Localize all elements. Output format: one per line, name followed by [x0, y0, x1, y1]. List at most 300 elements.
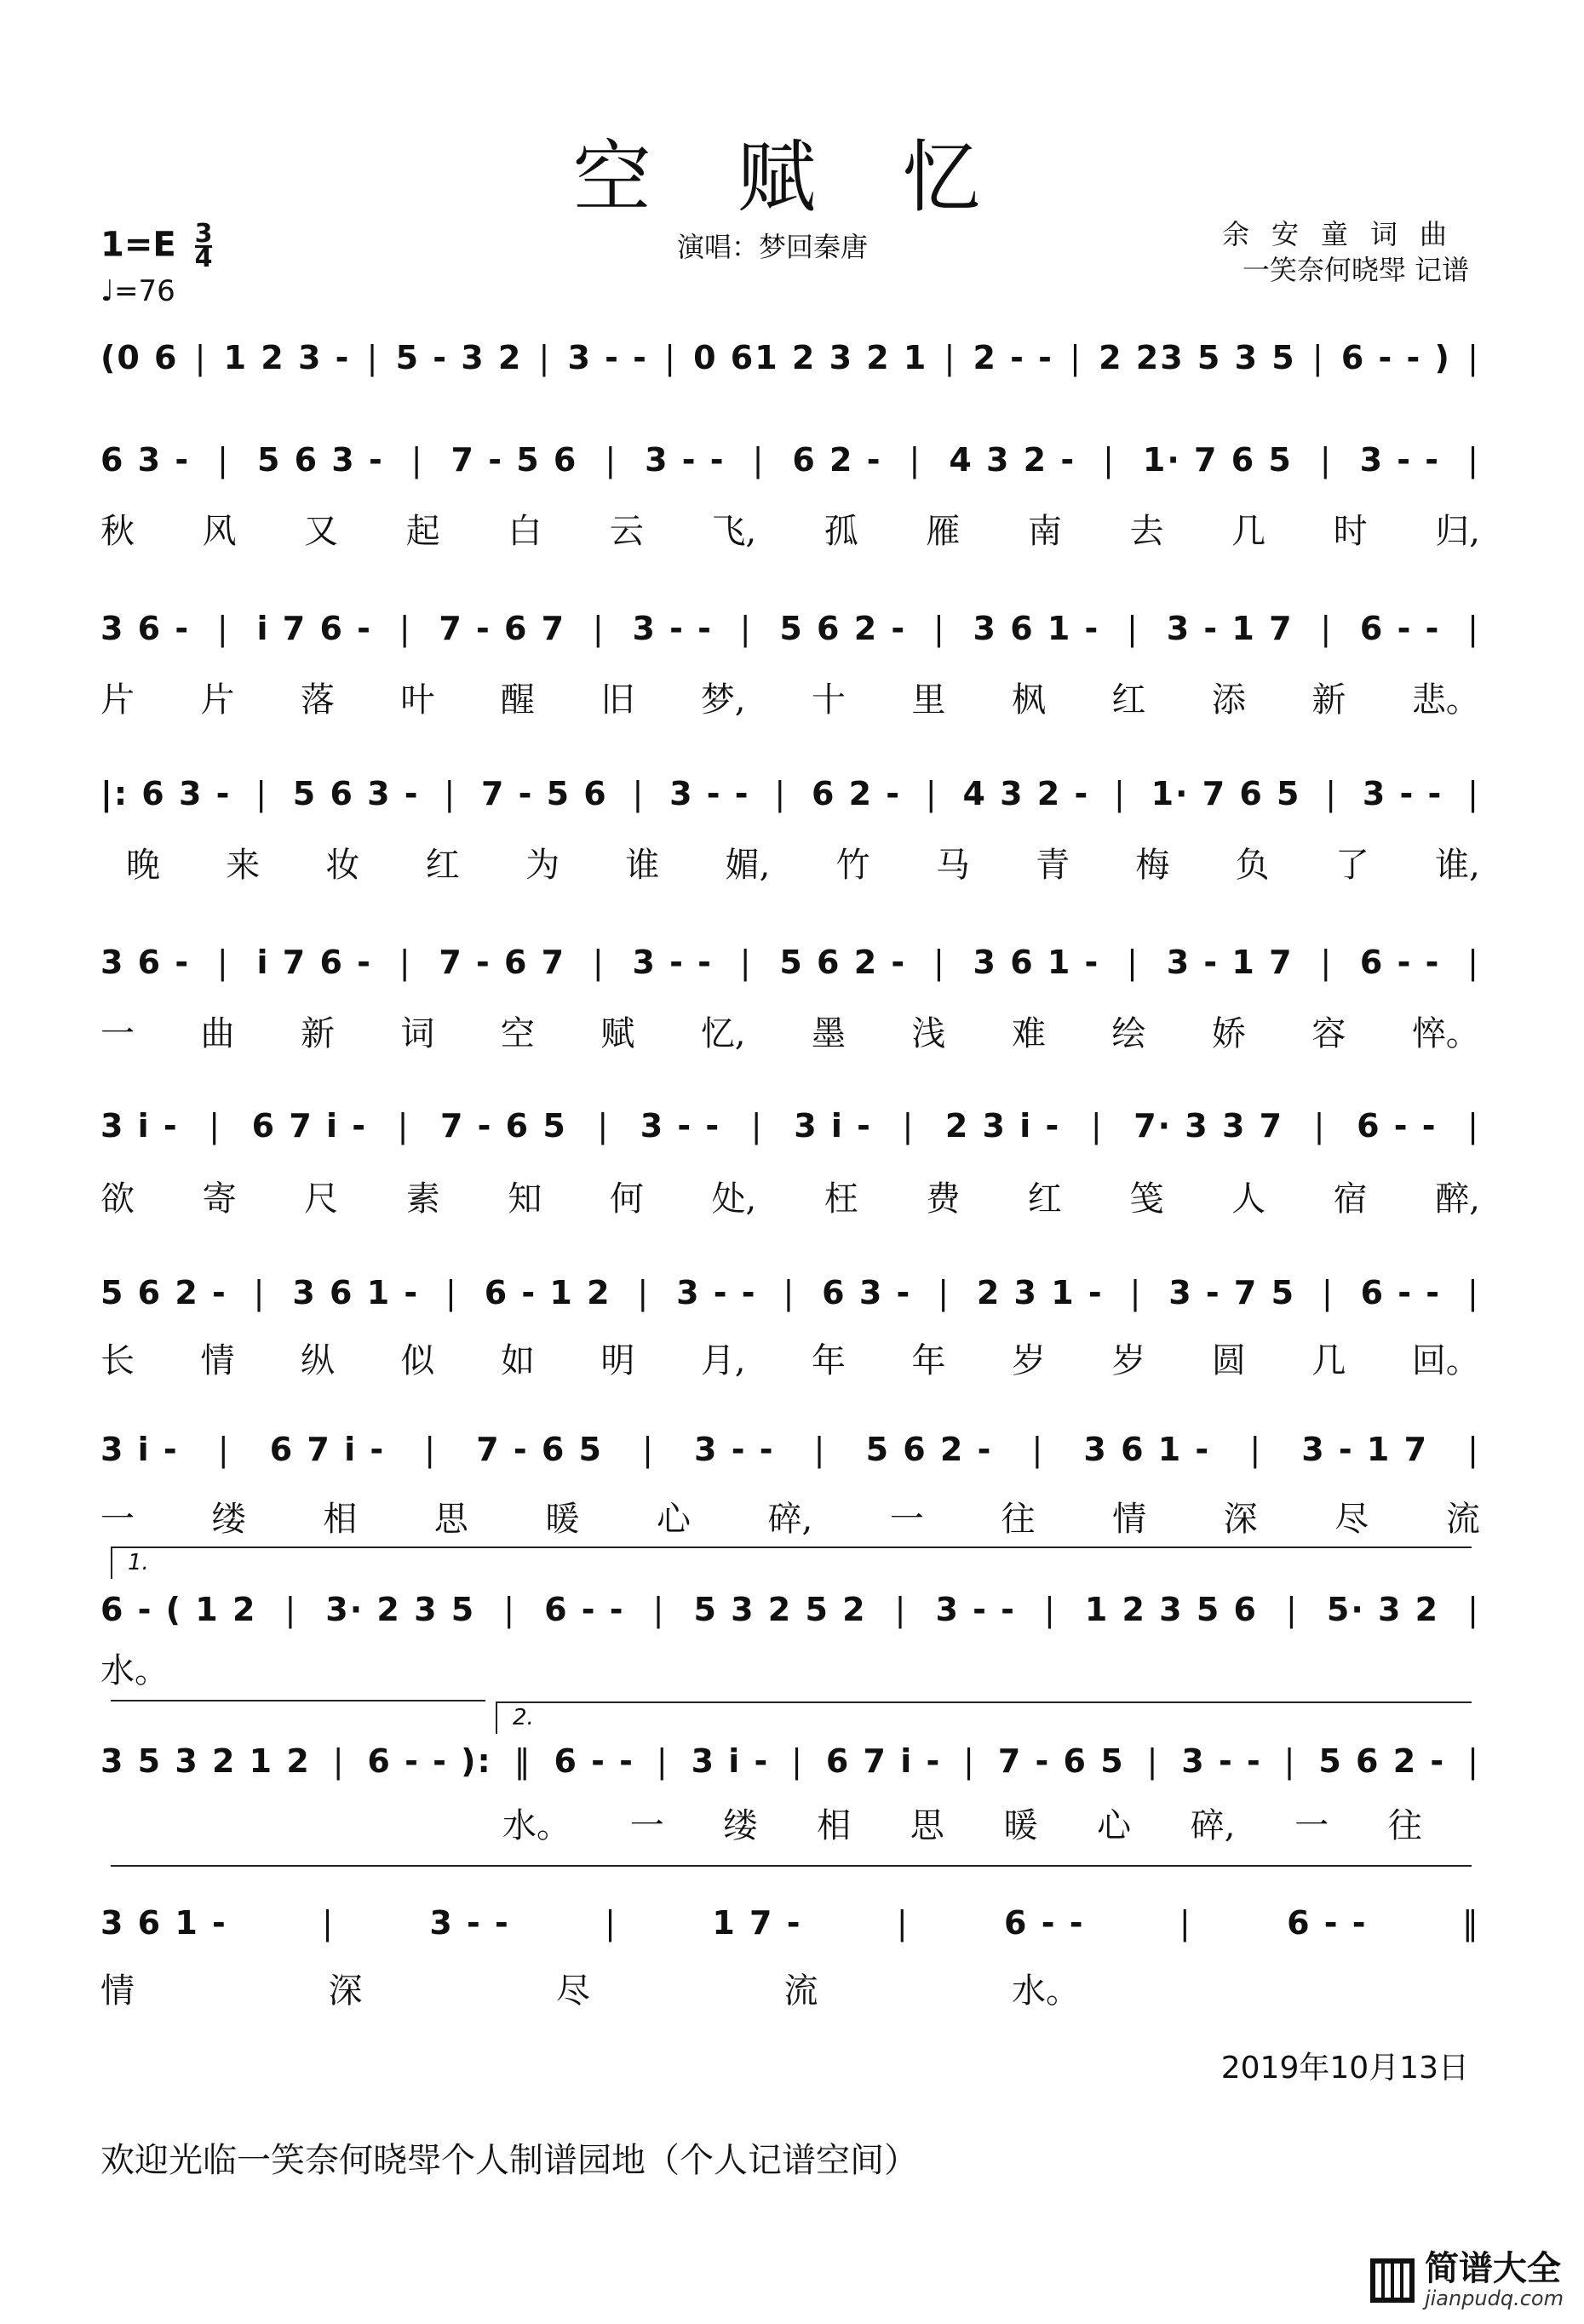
barline: | — [1313, 1107, 1327, 1145]
note-group: 3 - 1 7 — [1166, 944, 1294, 981]
barline: | — [1286, 1591, 1299, 1628]
barline: | — [909, 441, 922, 479]
barline: | — [366, 339, 380, 376]
lyric-char: 思 — [910, 1806, 944, 1845]
lyric-char: 晚 — [126, 846, 160, 885]
note-group: 7· 3 3 7 — [1133, 1107, 1284, 1145]
lyric-char: 年 — [911, 1341, 946, 1380]
lyric-char: 谁 — [625, 846, 660, 885]
barline: | — [925, 775, 938, 812]
lyric-char: 欲 — [100, 1179, 135, 1219]
lyrics-row-2 — [100, 504, 1480, 553]
barline: | — [1467, 441, 1480, 479]
lyric-char: 青 — [1036, 846, 1070, 885]
lyric-char: 水。 — [1012, 1971, 1080, 2011]
barline: | — [739, 610, 753, 647]
lyric-char: 圆 — [1211, 1341, 1246, 1380]
barline: | — [216, 610, 230, 647]
logo-url: jianpudq.com — [1424, 2287, 1564, 2310]
note-group: 1· 7 6 5 — [1142, 441, 1293, 479]
note-group: 3 6 - — [100, 610, 191, 647]
lyric-char: 醉, — [1435, 1179, 1480, 1219]
lyric-char: 曲 — [200, 1014, 235, 1053]
lyric-char: 缕 — [723, 1806, 758, 1845]
lyric-char: 了 — [1334, 846, 1369, 885]
barline: | — [1114, 775, 1127, 812]
note-group: 3 6 1 - — [1083, 1431, 1211, 1468]
note-group: 3 6 1 - — [292, 1274, 420, 1311]
note-group: 5 6 2 - — [100, 1274, 227, 1311]
barline: | — [444, 775, 457, 812]
barline: | — [217, 441, 230, 479]
note-group: i 7 6 - — [256, 610, 372, 647]
barline: | — [1031, 1431, 1045, 1468]
lyric-char: 时 — [1333, 512, 1368, 551]
note-group: 3 - - — [1181, 1742, 1262, 1780]
lyric-char: 素 — [405, 1179, 440, 1219]
lyric-char: 一 — [889, 1500, 924, 1539]
time-sig-bottom: 4 — [194, 244, 213, 273]
lyrics-row-4 — [100, 838, 1480, 887]
lyric-char: 妆 — [325, 846, 360, 885]
barline: | — [217, 1431, 231, 1468]
lyric-char: 一 — [629, 1806, 664, 1845]
lyric-char: 如 — [500, 1341, 535, 1380]
barline: | — [896, 1904, 910, 1942]
lyric-char: 尽 — [1334, 1500, 1369, 1539]
barline: | — [813, 1431, 827, 1468]
barline: | — [209, 1107, 222, 1145]
barline: | — [1467, 1591, 1480, 1628]
note-group: 5 6 3 - — [256, 441, 384, 479]
barline: | — [902, 1107, 915, 1145]
lyric-char: 云 — [609, 512, 644, 551]
note-group: 3 6 - — [100, 944, 191, 981]
volta-2-bracket — [496, 1701, 1472, 1703]
barline: | — [255, 775, 269, 812]
lyric-char: 片 — [200, 680, 235, 720]
note-group: 5 - 3 2 — [395, 339, 523, 376]
barline: | — [632, 775, 646, 812]
lyric-char: 悲。 — [1411, 680, 1480, 720]
barline: | — [397, 1107, 410, 1145]
note-group: 3 6 1 - — [973, 944, 1100, 981]
note-group: 3 - - — [632, 610, 713, 647]
lyric-char: 梅 — [1135, 846, 1170, 885]
barline: | — [605, 1904, 617, 1942]
note-group: 6 3 - — [100, 441, 191, 479]
barline: | — [1467, 944, 1480, 981]
note-group: 4 3 2 - — [962, 775, 1090, 812]
lyrics-row-3 — [100, 673, 1480, 721]
note-group: 6 7 i - — [251, 1107, 368, 1145]
lyric-char: 知 — [508, 1179, 542, 1219]
barline: | — [1127, 944, 1139, 981]
barline: | — [592, 610, 605, 647]
note-group: 3 5 3 2 1 2 — [100, 1742, 311, 1780]
lyric-char: 新 — [300, 1014, 335, 1053]
barline: | — [1467, 1107, 1480, 1145]
lyric-char: 竹 — [835, 846, 870, 885]
note-group: 3 - - — [1359, 441, 1441, 479]
logo-title: 简谱大全 — [1424, 2249, 1561, 2288]
barline: | — [194, 339, 208, 376]
composer-credit: 余安童词曲 — [1221, 218, 1469, 250]
barline: | — [1320, 944, 1334, 981]
note-group: 3 - 1 7 — [1301, 1431, 1429, 1468]
lyric-char: 流 — [783, 1971, 818, 2011]
lyric-char: 情 — [100, 1971, 135, 2011]
note-group: 6 - 1 2 — [484, 1274, 611, 1311]
volta-2-mark — [496, 1701, 497, 1734]
note-group: 3 i - — [691, 1742, 770, 1780]
barline: | — [637, 1274, 651, 1311]
barline: | — [1146, 1742, 1160, 1780]
lyric-char: 梦, — [700, 680, 746, 720]
note-group: 6 7 i - — [269, 1431, 386, 1468]
volta-1-end-bracket — [111, 1700, 485, 1701]
note-group: 5 6 2 - — [865, 1431, 993, 1468]
barline: | — [652, 1591, 666, 1628]
lyric-char: 深 — [328, 1971, 363, 2011]
score-row-7 — [100, 1274, 1480, 1311]
score-date: 2019年10月13日 — [1220, 2051, 1469, 2086]
lyric-char: 空 — [500, 1014, 535, 1053]
lyric-char: 白 — [508, 512, 542, 551]
lyric-char: 相 — [817, 1806, 852, 1845]
note-group: 6 - - — [554, 1742, 634, 1780]
note-group: 7 - 6 5 — [440, 1107, 567, 1145]
lyric-char: 忆, — [700, 1014, 746, 1053]
barline: | — [1043, 1591, 1057, 1628]
lyric-char: 墨 — [812, 1014, 846, 1053]
lyric-char: 纵 — [300, 1341, 335, 1380]
lyric-char: 往 — [1001, 1500, 1036, 1539]
barline: | — [410, 441, 424, 479]
lyric-char: 起 — [405, 512, 440, 551]
lyric-char: 缕 — [211, 1500, 246, 1539]
lyric-char: 处, — [711, 1179, 757, 1219]
lyric-char: 情 — [1112, 1500, 1147, 1539]
lyric-char: 费 — [926, 1179, 961, 1219]
score-row-10 — [100, 1742, 1480, 1780]
lyric-char: 新 — [1311, 680, 1346, 720]
barline: | — [739, 944, 753, 981]
lyrics-row-10 — [502, 1799, 1422, 1847]
barline: | — [750, 1107, 764, 1145]
barline: | — [399, 944, 412, 981]
note-group: 3 i - — [100, 1107, 179, 1145]
note-group: 6 - ( 1 2 — [100, 1591, 257, 1628]
note-group: 1 2 3 5 6 — [1084, 1591, 1258, 1628]
note-group: 3 - - — [676, 1274, 757, 1311]
note-group: 7 - 5 6 — [480, 775, 608, 812]
key-text: 1=E — [100, 225, 176, 265]
lyric-char: 浅 — [911, 1014, 946, 1053]
barline: | — [445, 1274, 458, 1311]
barline: | — [332, 1742, 346, 1780]
lyric-char: 谁, — [1435, 846, 1480, 885]
lyric-char: 一 — [100, 1014, 135, 1053]
note-group: 3 - - — [645, 441, 726, 479]
lyric-char: 片 — [100, 680, 135, 720]
lyrics-row-9 — [100, 1644, 1480, 1692]
barline: | — [253, 1274, 267, 1311]
lyric-char: 枉 — [824, 1179, 858, 1219]
note-group: 7 - 6 5 — [476, 1431, 603, 1468]
note-group: 5 6 2 - — [1318, 1742, 1446, 1780]
note-group: 3 6 1 - — [973, 610, 1100, 647]
lyric-char: 深 — [1223, 1500, 1258, 1539]
barline: | — [1311, 339, 1325, 376]
barline: ‖ — [514, 1742, 532, 1780]
score-row-8 — [100, 1431, 1480, 1468]
note-group: 5 6 2 - — [779, 944, 907, 981]
note-group: 6 7 i - — [825, 1742, 942, 1780]
barline: | — [424, 1431, 438, 1468]
barline: | — [791, 1742, 804, 1780]
lyric-char: 碎, — [1190, 1806, 1236, 1845]
lyric-char: 宿 — [1333, 1179, 1368, 1219]
lyric-char: 情 — [200, 1341, 235, 1380]
lyric-char: 相 — [323, 1500, 358, 1539]
barline: | — [503, 1591, 517, 1628]
note-group: 2 3 1 - — [976, 1274, 1104, 1311]
lyric-char: 红 — [1111, 680, 1146, 720]
note-group: 6 - - ) — [1340, 339, 1451, 376]
lyric-char: 马 — [935, 846, 970, 885]
note-group: 3 - - — [1362, 775, 1443, 812]
lyric-char: 往 — [1387, 1806, 1422, 1845]
lyric-char: 风 — [202, 512, 237, 551]
lyric-char: 醒 — [500, 680, 535, 720]
barline: | — [1321, 1274, 1334, 1311]
barline: | — [1090, 1107, 1104, 1145]
note-group: 6 - - — [1004, 1904, 1085, 1942]
lyric-char: 雁 — [926, 512, 961, 551]
note-group: 2 23 5 3 5 — [1099, 339, 1296, 376]
barline: | — [1129, 1274, 1143, 1311]
note-group: 6 3 - — [822, 1274, 912, 1311]
lyric-char: 南 — [1027, 512, 1062, 551]
lyric-char: 笺 — [1129, 1179, 1164, 1219]
lyric-char: 归, — [1435, 512, 1480, 551]
barline: | — [783, 1274, 796, 1311]
lyric-char: 添 — [1211, 680, 1246, 720]
lyric-char: 悴。 — [1411, 1014, 1480, 1053]
lyric-char: 碎, — [767, 1500, 813, 1539]
note-group: 3· 2 3 5 — [325, 1591, 476, 1628]
lyric-char: 红 — [425, 846, 460, 885]
site-logo[interactable] — [1369, 2251, 1564, 2310]
note-group: (0 6 — [100, 339, 179, 376]
lyric-char: 尺 — [304, 1179, 339, 1219]
lyric-char: 赋 — [600, 1014, 635, 1053]
lyric-char: 几 — [1231, 512, 1266, 551]
barline: | — [938, 1274, 950, 1311]
barline: | — [1179, 1904, 1192, 1942]
score-row-2 — [100, 441, 1480, 479]
note-group: 7 - 6 5 — [997, 1742, 1125, 1780]
lyric-char: 水。 — [100, 1651, 169, 1690]
transcriber-credit: 一笑奈何晓斝 记谱 — [1242, 254, 1469, 286]
barline: | — [933, 610, 946, 647]
note-group: 3 - - — [935, 1591, 1016, 1628]
note-group: |: 6 3 - — [100, 775, 232, 812]
lyric-char: 何 — [609, 1179, 644, 1219]
note-group: 6 - - ): — [367, 1742, 492, 1780]
key-signature — [100, 219, 213, 273]
tempo-mark: ♩=76 — [100, 274, 175, 308]
score-row-5 — [100, 944, 1480, 981]
barline: | — [284, 1591, 298, 1628]
barline: | — [1467, 610, 1480, 647]
barline: | — [963, 1742, 976, 1780]
note-group: 3 - 7 5 — [1168, 1274, 1296, 1311]
score-row-11 — [100, 1904, 1480, 1942]
note-group: 6 2 - — [792, 441, 882, 479]
note-group: 7 - 6 7 — [439, 944, 566, 981]
note-group: 6 2 - — [811, 775, 902, 812]
lyric-char: 十 — [812, 680, 846, 720]
note-group: 6 - - — [1287, 1904, 1368, 1942]
note-group: 3 - - — [694, 1431, 775, 1468]
row-11-top-line — [111, 1865, 1472, 1867]
time-sig-top: 3 — [194, 219, 213, 249]
lyric-char: 心 — [1097, 1806, 1132, 1845]
singer-credit: 演唱：梦回秦唐 — [677, 231, 869, 263]
barline: | — [1467, 339, 1480, 376]
lyric-char: 人 — [1231, 1179, 1266, 1219]
note-group: i 7 6 - — [256, 944, 372, 981]
note-group: 6 - - — [1359, 944, 1441, 981]
note-group: 5 6 3 - — [292, 775, 420, 812]
barline: | — [1467, 1742, 1480, 1780]
lyric-char: 暖 — [1003, 1806, 1038, 1845]
lyric-char: 又 — [304, 512, 339, 551]
barline: ‖ — [1461, 1904, 1480, 1942]
lyric-char: 一 — [1294, 1806, 1329, 1845]
barline: | — [322, 1904, 335, 1942]
barline: | — [1249, 1431, 1263, 1468]
lyric-char: 暖 — [545, 1500, 580, 1539]
note-group: 3 - - — [669, 775, 750, 812]
note-group: 1 2 3 - — [223, 339, 351, 376]
note-group: 5 3 2 5 2 — [693, 1591, 867, 1628]
note-group: 2 - - — [973, 339, 1053, 376]
barline: | — [752, 441, 766, 479]
barline: | — [605, 441, 618, 479]
note-group: 7 - 5 6 — [451, 441, 578, 479]
lyric-char: 容 — [1311, 1014, 1346, 1053]
note-group: 3 - 1 7 — [1166, 610, 1294, 647]
barline: | — [1283, 1742, 1297, 1780]
lyric-char: 来 — [226, 846, 261, 885]
lyric-char: 里 — [911, 680, 946, 720]
barline: | — [597, 1107, 611, 1145]
barline: | — [592, 944, 605, 981]
note-group: 4 3 2 - — [949, 441, 1076, 479]
note-group: 3 6 1 - — [100, 1904, 227, 1942]
note-group: 3 - - — [567, 339, 648, 376]
barline: | — [1467, 775, 1480, 812]
note-group: 6 - - — [1360, 1274, 1442, 1311]
lyric-char: 落 — [300, 680, 335, 720]
note-group: 7 - 6 7 — [439, 610, 566, 647]
barline: | — [642, 1431, 655, 1468]
lyric-char: 词 — [400, 1014, 435, 1053]
note-group: 5 6 2 - — [779, 610, 907, 647]
note-group: 6 - - — [1357, 1107, 1438, 1145]
note-group: 1· 7 6 5 — [1151, 775, 1301, 812]
lyric-char: 负 — [1235, 846, 1270, 885]
lyrics-row-7 — [100, 1334, 1480, 1382]
barline: | — [1320, 610, 1334, 647]
volta-1-bracket — [111, 1546, 1472, 1548]
lyric-char: 年 — [812, 1341, 846, 1380]
lyric-char: 岁 — [1011, 1341, 1046, 1380]
barline: | — [1466, 1274, 1480, 1311]
lyric-char: 飞, — [711, 512, 757, 551]
barline: | — [1070, 339, 1082, 376]
score-row-4 — [100, 775, 1480, 812]
lyric-char: 叶 — [400, 680, 435, 720]
barline: | — [774, 775, 788, 812]
score-row-9 — [100, 1591, 1480, 1628]
note-group: 6 - - — [544, 1591, 625, 1628]
barline: | — [933, 944, 946, 981]
lyric-char: 岁 — [1111, 1341, 1146, 1380]
barline: | — [1319, 441, 1333, 479]
lyric-char: 秋 — [100, 512, 135, 551]
barline: | — [1325, 775, 1339, 812]
lyrics-row-5 — [100, 1007, 1480, 1055]
volta-1-label: 1. — [128, 1550, 149, 1575]
barline: | — [1103, 441, 1116, 479]
barline: | — [1467, 1431, 1480, 1468]
song-title: 空 赋 忆 — [572, 132, 1012, 223]
lyric-char: 回。 — [1411, 1341, 1480, 1380]
footer-note: 欢迎光临一笑奈何晓斝个人制谱园地（个人记谱空间） — [100, 2141, 918, 2180]
lyrics-row-11 — [100, 1964, 1080, 2012]
lyric-char: 心 — [656, 1500, 691, 1539]
note-group: 3 - - — [640, 1107, 721, 1145]
lyric-char: 寄 — [202, 1179, 237, 1219]
lyric-char: 似 — [400, 1341, 435, 1380]
piano-keys-icon — [1369, 2257, 1416, 2304]
lyric-char: 流 — [1445, 1500, 1480, 1539]
lyric-char: 红 — [1027, 1179, 1062, 1219]
lyric-char: 尽 — [556, 1971, 590, 2011]
lyric-char: 明 — [600, 1341, 635, 1380]
volta-1-mark — [111, 1546, 112, 1579]
score-row-6 — [100, 1107, 1480, 1145]
score-row-3 — [100, 610, 1480, 647]
lyric-char: 水。 — [502, 1806, 571, 1845]
barline: | — [216, 944, 230, 981]
barline: | — [944, 339, 957, 376]
barline: | — [538, 339, 552, 376]
lyric-char: 月, — [700, 1341, 746, 1380]
note-group: 2 3 i - — [944, 1107, 1061, 1145]
barline: | — [399, 610, 412, 647]
lyric-char: 思 — [433, 1500, 468, 1539]
note-group: 3 - - — [632, 944, 713, 981]
lyrics-row-8 — [100, 1492, 1480, 1541]
lyric-char: 绘 — [1111, 1014, 1146, 1053]
note-group: 3 i - — [794, 1107, 872, 1145]
lyric-char: 枫 — [1011, 680, 1046, 720]
